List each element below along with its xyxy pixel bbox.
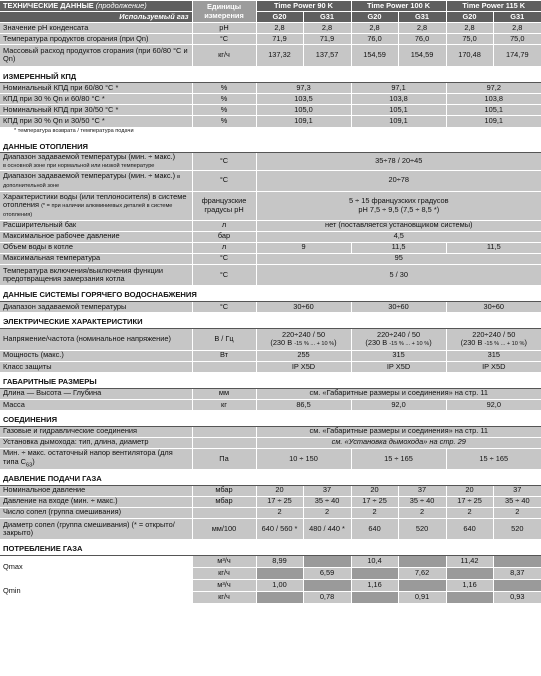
row-value: 11,5 <box>446 242 541 253</box>
row-value: 154,59 <box>398 45 446 66</box>
row-value: 8,99 <box>256 555 303 567</box>
row-value: 5 ÷ 15 французских градусов pH 7,5 ÷ 9,5 (7,5 ÷ 8,5 *) <box>256 191 541 220</box>
row-value: 1,16 <box>446 579 493 591</box>
row-value: 315 <box>351 350 446 361</box>
row-value: 35 ÷ 40 <box>303 496 351 507</box>
row-value: 315 <box>446 350 541 361</box>
row-value: 109,1 <box>351 116 446 127</box>
row-label: КПД при 30 % Qn и 60/80 °C * <box>0 94 192 105</box>
gas-type: G20 <box>351 12 398 23</box>
row-unit: кг/ч <box>192 591 256 603</box>
gas-type: G20 <box>446 12 493 23</box>
row-value: 2,8 <box>493 23 541 34</box>
row-value: 0,91 <box>398 591 446 603</box>
row-value: 2,8 <box>303 23 351 34</box>
table-row <box>0 496 541 507</box>
row-unit: кг/ч <box>192 45 256 66</box>
row-value: 97,3 <box>256 83 351 94</box>
row-unit: л <box>192 220 256 231</box>
empty-cell <box>493 579 541 591</box>
table-row <box>0 448 541 469</box>
table-row <box>0 105 541 116</box>
empty-cell <box>446 591 493 603</box>
row-value: 103,5 <box>256 94 351 105</box>
row-value: 15 ÷ 165 <box>446 448 541 469</box>
row-unit: Па <box>192 448 256 469</box>
table-row <box>0 191 541 220</box>
row-value: 174,79 <box>493 45 541 66</box>
row-value: 35÷78 / 20÷45 <box>256 153 541 171</box>
row-value: см. «Габаритные размеры и соединения» на стр. 11 <box>256 388 541 399</box>
row-unit: % <box>192 94 256 105</box>
row-value: 75,0 <box>493 34 541 45</box>
gas-type: G20 <box>256 12 303 23</box>
row-value: 11,42 <box>446 555 493 567</box>
empty-cell <box>351 567 398 579</box>
row-unit: В / Гц <box>192 328 256 350</box>
row-label: Газовые и гидравлические соединения <box>0 426 192 437</box>
row-label: Расширительный бак <box>0 220 192 231</box>
row-value: 2 <box>256 507 303 518</box>
row-value: нет (поставляется установщиком системы) <box>256 220 541 231</box>
row-value: 20 <box>446 485 493 496</box>
row-value: 7,62 <box>398 567 446 579</box>
row-unit <box>192 437 256 448</box>
row-value: 35 ÷ 40 <box>493 496 541 507</box>
table-row <box>0 34 541 45</box>
row-label: Номинальный КПД при 60/80 °C * <box>0 83 192 94</box>
row-value: 11,5 <box>351 242 446 253</box>
row-value: 105,0 <box>256 105 351 116</box>
row-label: Диаметр сопел (группа смешивания) (* = открыто/закрыто) <box>0 518 192 539</box>
row-value: 97,2 <box>446 83 541 94</box>
section-title-header: ТЕХНИЧЕСКИЕ ДАННЫЕ (продолжение) <box>0 1 192 12</box>
row-value: 92,0 <box>446 399 541 410</box>
table-row <box>0 388 541 399</box>
table-row <box>0 220 541 231</box>
row-value: 640 <box>351 518 398 539</box>
row-unit: % <box>192 83 256 94</box>
table-row <box>0 328 541 350</box>
empty-cell <box>398 579 446 591</box>
row-value: 30÷60 <box>351 301 446 312</box>
row-value: 520 <box>493 518 541 539</box>
row-value: 86,5 <box>256 399 351 410</box>
row-unit: Вт <box>192 350 256 361</box>
row-value: 71,9 <box>303 34 351 45</box>
row-value: 109,1 <box>256 116 351 127</box>
footnote: * температура возврата / температура подачи <box>0 127 541 137</box>
section-title-connections: СОЕДИНЕНИЯ <box>0 410 541 426</box>
row-label: Температура продуктов сгорания (при Qn) <box>0 34 192 45</box>
row-value: см. «Установка дымохода» на стр. 29 <box>256 437 541 448</box>
section-title-efficiency: ИЗМЕРЕННЫЙ КПД <box>0 66 541 83</box>
empty-cell <box>256 567 303 579</box>
row-value: 2,8 <box>398 23 446 34</box>
units-header: Единицы измерения <box>192 1 256 23</box>
row-unit <box>192 361 256 372</box>
table-row <box>0 242 541 253</box>
table-row <box>0 518 541 539</box>
row-unit: °C <box>192 153 256 171</box>
row-value: 154,59 <box>351 45 398 66</box>
section-title-dimensions: ГАБАРИТНЫЕ РАЗМЕРЫ <box>0 372 541 388</box>
row-value: 103,8 <box>446 94 541 105</box>
gas-type: G31 <box>398 12 446 23</box>
row-label: Характеристики воды (или теплоносителя) в системе отопления (* = при наличии алюминиевых деталей в системе отопления) <box>0 191 192 220</box>
table-row <box>0 45 541 66</box>
row-value: 37 <box>398 485 446 496</box>
row-unit <box>192 426 256 437</box>
row-value: 17 ÷ 25 <box>256 496 303 507</box>
row-label: Давление на входе (мин. ÷ макс.) <box>0 496 192 507</box>
row-label: Температура включения/выключения функции предотвращения замерзания котла <box>0 264 192 285</box>
table-row <box>0 153 541 171</box>
row-value: 95 <box>256 253 541 264</box>
table-row <box>0 579 541 591</box>
table-row <box>0 507 541 518</box>
row-value: 480 / 440 * <box>303 518 351 539</box>
row-label: Номинальный КПД при 30/50 °C * <box>0 105 192 116</box>
row-value: 30÷60 <box>256 301 351 312</box>
row-label: Установка дымохода: тип, длина, диаметр <box>0 437 192 448</box>
empty-cell <box>303 555 351 567</box>
row-value: 2 <box>351 507 398 518</box>
row-value: 92,0 <box>351 399 446 410</box>
row-unit: мм <box>192 388 256 399</box>
row-label: Максимальная температура <box>0 253 192 264</box>
row-value: 20 <box>256 485 303 496</box>
table-row <box>0 170 541 191</box>
table-row <box>0 301 541 312</box>
empty-cell <box>493 555 541 567</box>
empty-cell <box>398 555 446 567</box>
model-header-115: Time Power 115 K <box>446 1 541 12</box>
model-header-90: Time Power 90 K <box>256 1 351 12</box>
section-title-electrical: ЭЛЕКТРИЧЕСКИЕ ХАРАКТЕРИСТИКИ <box>0 312 541 328</box>
row-value: 20 <box>351 485 398 496</box>
row-label: Диапазон задаваемой температуры (мин. ÷ макс.) в основной зоне при нормальной или низкой температуре <box>0 153 192 171</box>
row-unit: л <box>192 242 256 253</box>
table-row <box>0 83 541 94</box>
row-value: см. «Габаритные размеры и соединения» на стр. 11 <box>256 426 541 437</box>
row-value: 2,8 <box>256 23 303 34</box>
row-value: 2 <box>493 507 541 518</box>
row-label: Максимальное рабочее давление <box>0 231 192 242</box>
row-value: 30÷60 <box>446 301 541 312</box>
row-unit: мм/100 <box>192 518 256 539</box>
row-value: 17 ÷ 25 <box>446 496 493 507</box>
row-unit: м³/ч <box>192 555 256 567</box>
row-value: 8,37 <box>493 567 541 579</box>
row-label: Напряжение/частота (номинальное напряжение) <box>0 328 192 350</box>
row-label: Диапазон задаваемой температуры (мин. ÷ макс.) в дополнительной зоне <box>0 170 192 191</box>
table-row <box>0 426 541 437</box>
table-row <box>0 399 541 410</box>
section-title-gas-pressure: ДАВЛЕНИЕ ПОДАЧИ ГАЗА <box>0 469 541 485</box>
row-value: 2 <box>446 507 493 518</box>
row-value: 20÷78 <box>256 170 541 191</box>
row-value: 170,48 <box>446 45 493 66</box>
row-label: Номинальное давление <box>0 485 192 496</box>
row-value: 17 ÷ 25 <box>351 496 398 507</box>
row-value: 0,93 <box>493 591 541 603</box>
row-label: КПД при 30 % Qn и 30/50 °C * <box>0 116 192 127</box>
gas-used-label: Используемый газ <box>0 12 192 23</box>
row-unit: pH <box>192 23 256 34</box>
row-value: 220÷240 / 50 (230 В -15 % ... + 10 %) <box>351 328 446 350</box>
table-row <box>0 23 541 34</box>
row-unit: % <box>192 116 256 127</box>
row-value: IP X5D <box>446 361 541 372</box>
row-unit: французские градусы pH <box>192 191 256 220</box>
empty-cell <box>446 567 493 579</box>
row-label: Длина — Высота — Глубина <box>0 388 192 399</box>
row-value: 71,9 <box>256 34 303 45</box>
row-value: 1,16 <box>351 579 398 591</box>
row-value: 2,8 <box>351 23 398 34</box>
row-value: IP X5D <box>351 361 446 372</box>
row-unit: кг/ч <box>192 567 256 579</box>
row-label: Объем воды в котле <box>0 242 192 253</box>
row-value: 103,8 <box>351 94 446 105</box>
row-label: Мощность (макс.) <box>0 350 192 361</box>
row-label: Массовый расход продуктов сгорания (при 60/80 °C и Qn) <box>0 45 192 66</box>
row-unit: бар <box>192 231 256 242</box>
row-value: 37 <box>493 485 541 496</box>
row-unit: °C <box>192 264 256 285</box>
section-title-heating: ДАННЫЕ ОТОПЛЕНИЯ <box>0 137 541 153</box>
table-row <box>0 116 541 127</box>
table-row <box>0 361 541 372</box>
row-value: 75,0 <box>446 34 493 45</box>
row-label: Значение pH конденсата <box>0 23 192 34</box>
row-unit: % <box>192 105 256 116</box>
table-row <box>0 231 541 242</box>
gas-type: G31 <box>303 12 351 23</box>
table-row <box>0 555 541 567</box>
row-value: 6,59 <box>303 567 351 579</box>
empty-cell <box>351 591 398 603</box>
row-value: 37 <box>303 485 351 496</box>
row-value: 0,78 <box>303 591 351 603</box>
table-row <box>0 264 541 285</box>
row-value: 5 / 30 <box>256 264 541 285</box>
row-unit: кг <box>192 399 256 410</box>
gas-type: G31 <box>493 12 541 23</box>
table-row <box>0 485 541 496</box>
row-label: Qmax <box>0 555 192 579</box>
empty-cell <box>303 579 351 591</box>
row-value: 15 ÷ 165 <box>351 448 446 469</box>
row-value: 76,0 <box>351 34 398 45</box>
section-title-consumption: ПОТРЕБЛЕНИЕ ГАЗА <box>0 539 541 555</box>
section-title-dhw: ДАННЫЕ СИСТЕМЫ ГОРЯЧЕГО ВОДОСНАБЖЕНИЯ <box>0 285 541 301</box>
row-unit: м³/ч <box>192 579 256 591</box>
row-value: 640 / 560 * <box>256 518 303 539</box>
table-row <box>0 253 541 264</box>
row-unit: °C <box>192 301 256 312</box>
row-value: 35 ÷ 40 <box>398 496 446 507</box>
empty-cell <box>256 591 303 603</box>
row-value: 76,0 <box>398 34 446 45</box>
row-value: 2,8 <box>446 23 493 34</box>
row-value: 4,5 <box>256 231 541 242</box>
row-value: 10,4 <box>351 555 398 567</box>
row-unit: °C <box>192 170 256 191</box>
row-value: 105,1 <box>446 105 541 116</box>
row-value: 137,57 <box>303 45 351 66</box>
row-value: 220÷240 / 50 (230 В -15 % ... + 10 %) <box>446 328 541 350</box>
row-label: Диапазон задаваемой температуры <box>0 301 192 312</box>
row-value: 105,1 <box>351 105 446 116</box>
row-value: 137,32 <box>256 45 303 66</box>
row-value: 255 <box>256 350 351 361</box>
row-label: Qmin <box>0 579 192 603</box>
row-value: 109,1 <box>446 116 541 127</box>
row-value: IP X5D <box>256 361 351 372</box>
row-value: 97,1 <box>351 83 446 94</box>
model-header-100: Time Power 100 K <box>351 1 446 12</box>
table-row <box>0 94 541 105</box>
row-label: Масса <box>0 399 192 410</box>
row-unit: мбар <box>192 496 256 507</box>
row-unit: мбар <box>192 485 256 496</box>
row-unit: °C <box>192 34 256 45</box>
row-label: Число сопел (группа смешивания) <box>0 507 192 518</box>
row-value: 220÷240 / 50 (230 В -15 % ... + 10 %) <box>256 328 351 350</box>
row-label: Класс защиты <box>0 361 192 372</box>
row-label: Мин. ÷ макс. остаточный напор вентилятора (для типа $C_{63}$) <box>0 448 192 469</box>
row-value: 2 <box>303 507 351 518</box>
row-value: 9 <box>256 242 351 253</box>
row-value: 640 <box>446 518 493 539</box>
row-unit <box>192 507 256 518</box>
row-value: 1,00 <box>256 579 303 591</box>
table-row <box>0 437 541 448</box>
table-row <box>0 350 541 361</box>
row-value: 2 <box>398 507 446 518</box>
row-value: 520 <box>398 518 446 539</box>
row-value: 10 ÷ 150 <box>256 448 351 469</box>
row-unit: °C <box>192 253 256 264</box>
